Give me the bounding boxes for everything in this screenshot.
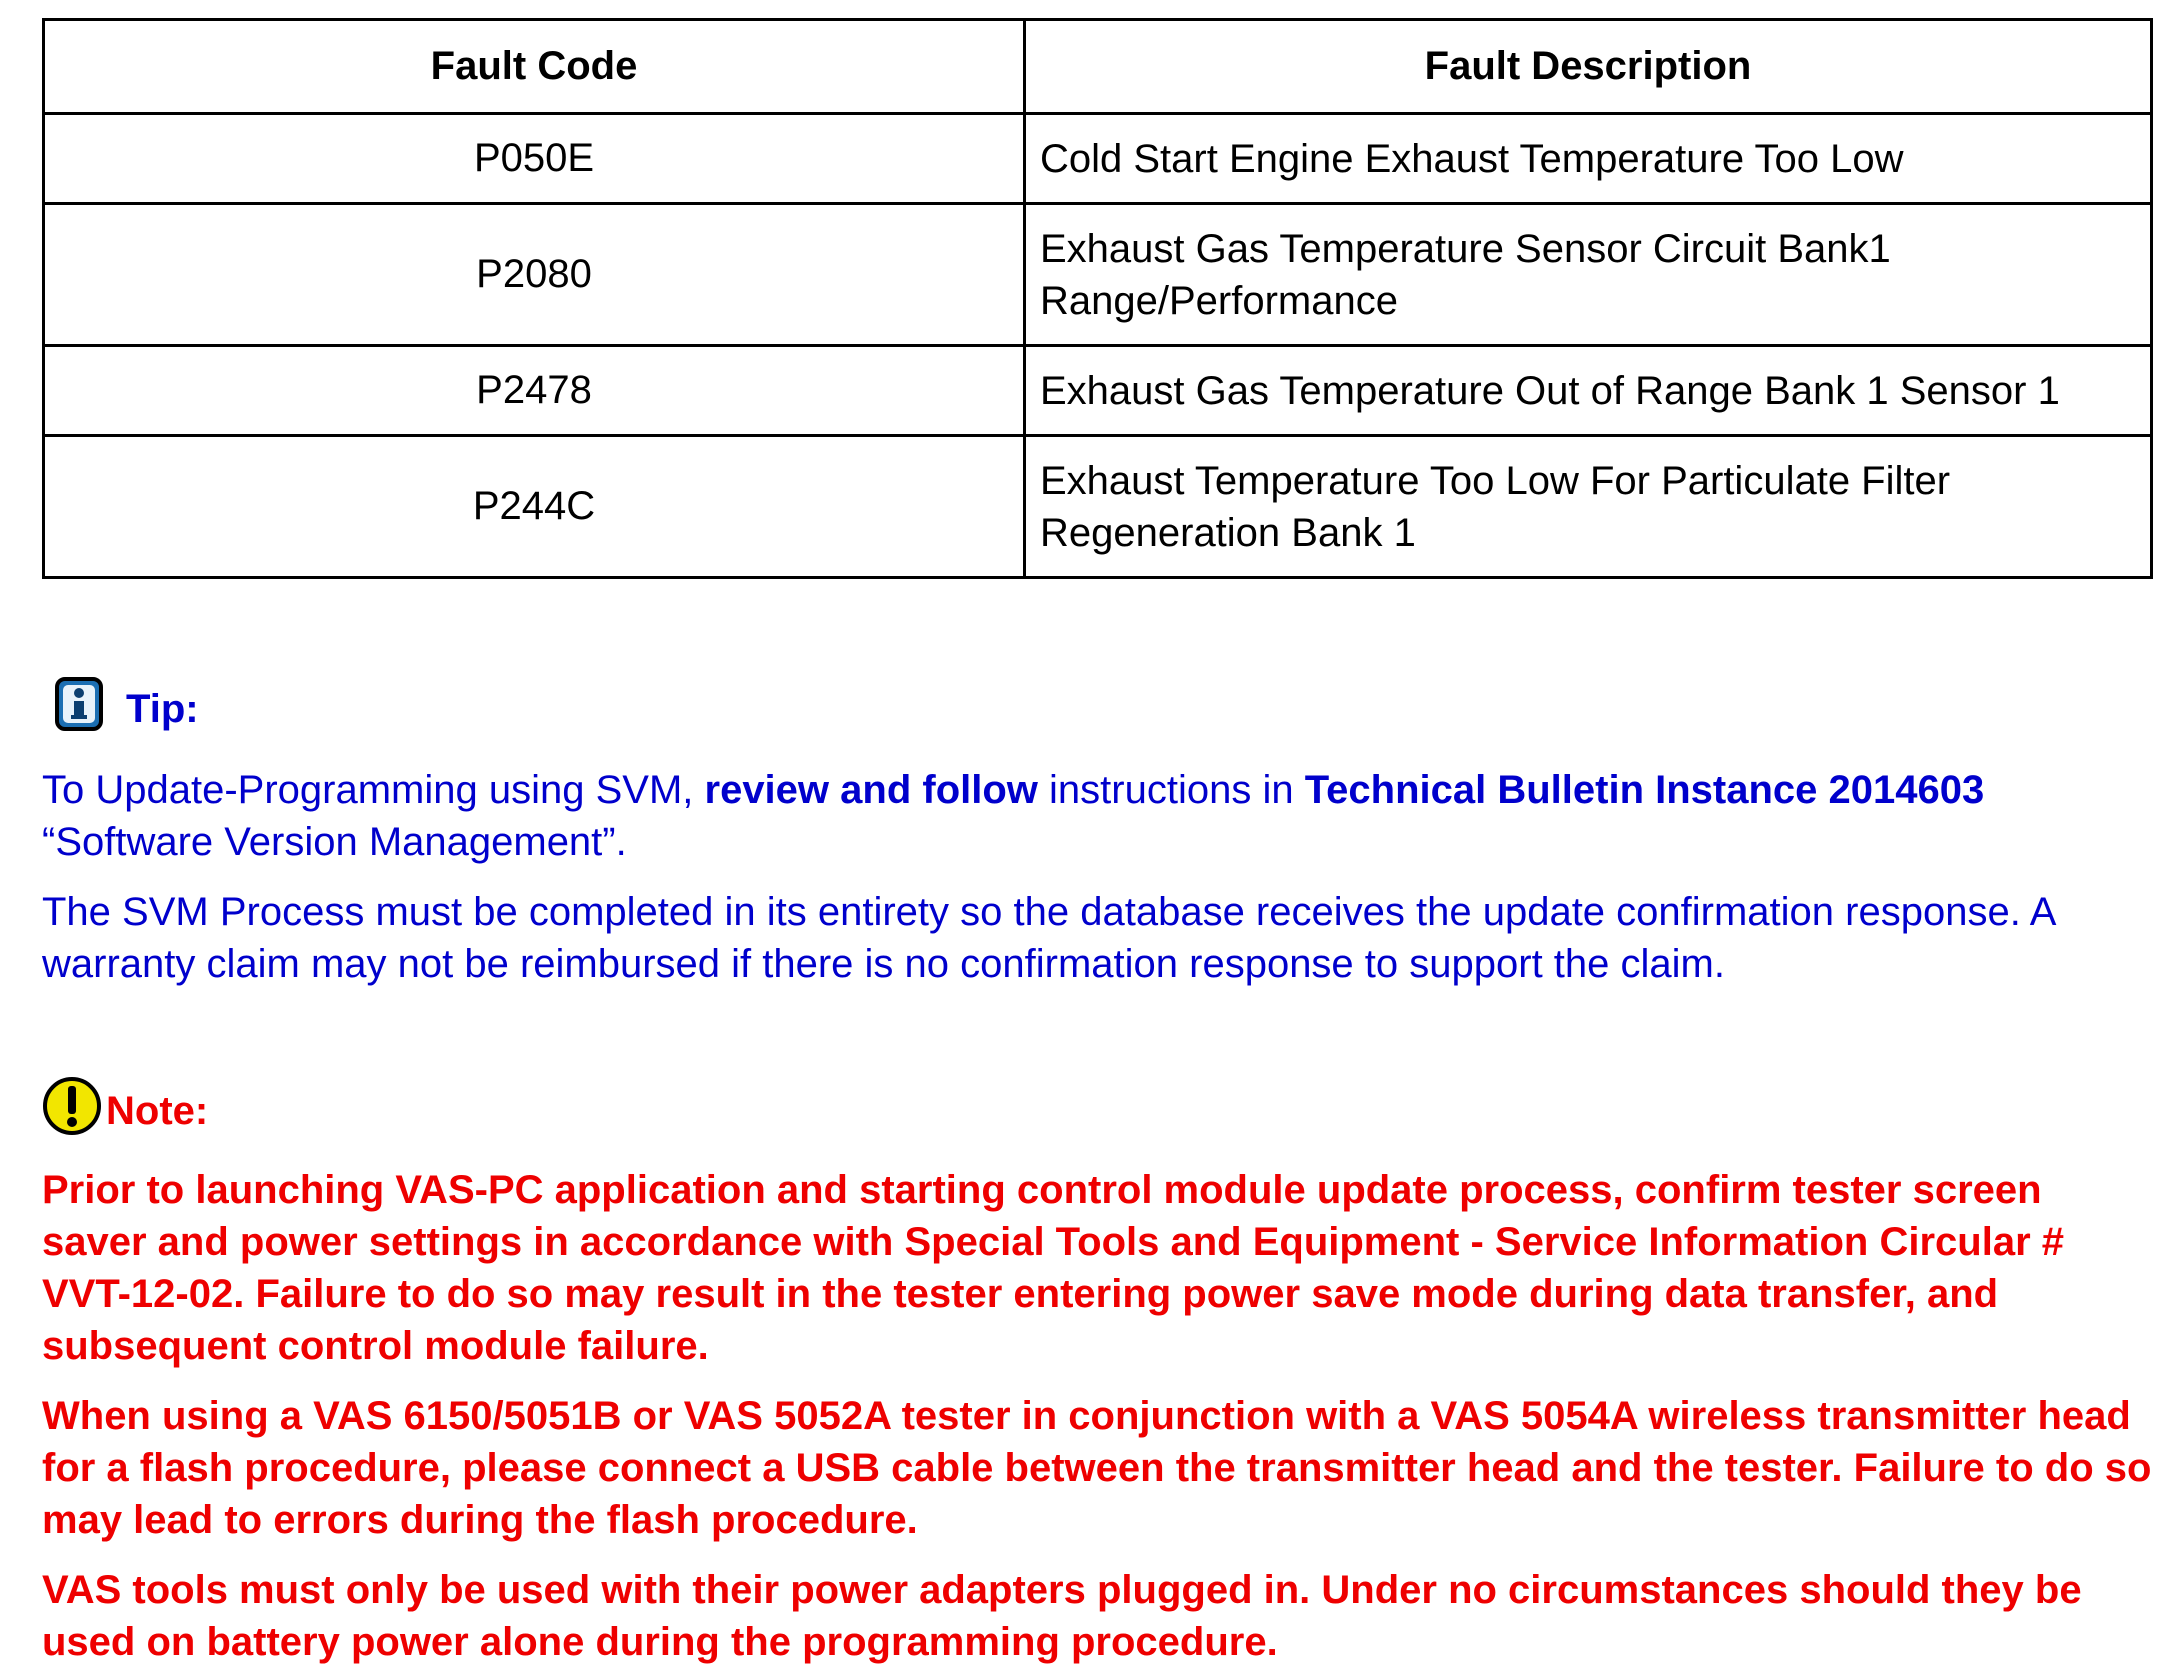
fault-description-line: Cold Start Engine Exhaust Temperature Too Low bbox=[1040, 136, 1904, 181]
note-paragraph: VAS tools must only be used with their power adapters plugged in. Under no circumstances should they be used on battery power alone during the programming procedure. bbox=[42, 1568, 2082, 1664]
tip-emphasis: review and follow bbox=[704, 768, 1038, 812]
fault-description-line: Range/Performance bbox=[1040, 278, 1398, 323]
table-row bbox=[44, 436, 2152, 578]
fault-description-cell bbox=[1025, 346, 2152, 436]
tip-text: To Update-Programming using SVM, bbox=[42, 768, 705, 812]
tip-text: instructions in bbox=[1037, 768, 1305, 812]
warning-icon bbox=[42, 1076, 104, 1138]
fault-code-table bbox=[42, 18, 2153, 579]
fault-code-cell: P244C bbox=[44, 436, 1025, 578]
fault-description-line: Exhaust Gas Temperature Out of Range Bank 1 Sensor 1 bbox=[1040, 368, 2060, 413]
fault-description-cell bbox=[1025, 114, 2152, 204]
fault-description-line: Exhaust Gas Temperature Sensor Circuit Bank1 bbox=[1040, 226, 1891, 271]
table-header-row bbox=[44, 20, 2152, 114]
tip-heading bbox=[54, 676, 199, 732]
fault-code-cell: P050E bbox=[44, 114, 1025, 204]
table-row bbox=[44, 346, 2152, 436]
tip-paragraph-svm-instructions bbox=[42, 764, 2152, 868]
fault-description-line: Regeneration Bank 1 bbox=[1040, 510, 1416, 555]
note-heading bbox=[42, 1076, 208, 1138]
note-paragraph: When using a VAS 6150/5051B or VAS 5052A tester in conjunction with a VAS 5054A wireless transmitter head for a flash procedure, please connect a USB cable between the transmitter head and the tester. Failure to do so may lead to errors during the flash procedure. bbox=[42, 1394, 2152, 1542]
bulletin-reference: Technical Bulletin Instance 2014603 bbox=[1304, 768, 1985, 812]
note-paragraph: Prior to launching VAS-PC application and starting control module update process, confirm tester screen saver and power settings in accordance with Special Tools and Equipment - Service Information Circular # VVT-12-02. Failure to do so may result in the tester entering power save mode during data transfer, and subsequent control module failure. bbox=[42, 1168, 2064, 1368]
tip-text: “Software Version Management”. bbox=[42, 820, 627, 864]
fault-code-cell: P2478 bbox=[44, 346, 1025, 436]
column-header-fault-description: Fault Description bbox=[1025, 20, 2152, 114]
fault-code-cell: P2080 bbox=[44, 204, 1025, 346]
column-header-fault-code: Fault Code bbox=[44, 20, 1025, 114]
fault-description-cell bbox=[1025, 204, 2152, 346]
fault-description-cell bbox=[1025, 436, 2152, 578]
tip-paragraph-svm-process: The SVM Process must be completed in its entirety so the database receives the update confirmation response. A warranty claim may not be reimbursed if there is no confirmation response to support the claim. bbox=[42, 890, 2055, 986]
fault-description-line: Exhaust Temperature Too Low For Particulate Filter bbox=[1040, 458, 1951, 503]
table-row bbox=[44, 204, 2152, 346]
tip-label: Tip: bbox=[126, 687, 199, 731]
info-icon bbox=[54, 676, 104, 732]
note-label: Note: bbox=[106, 1089, 209, 1133]
table-row bbox=[44, 114, 2152, 204]
